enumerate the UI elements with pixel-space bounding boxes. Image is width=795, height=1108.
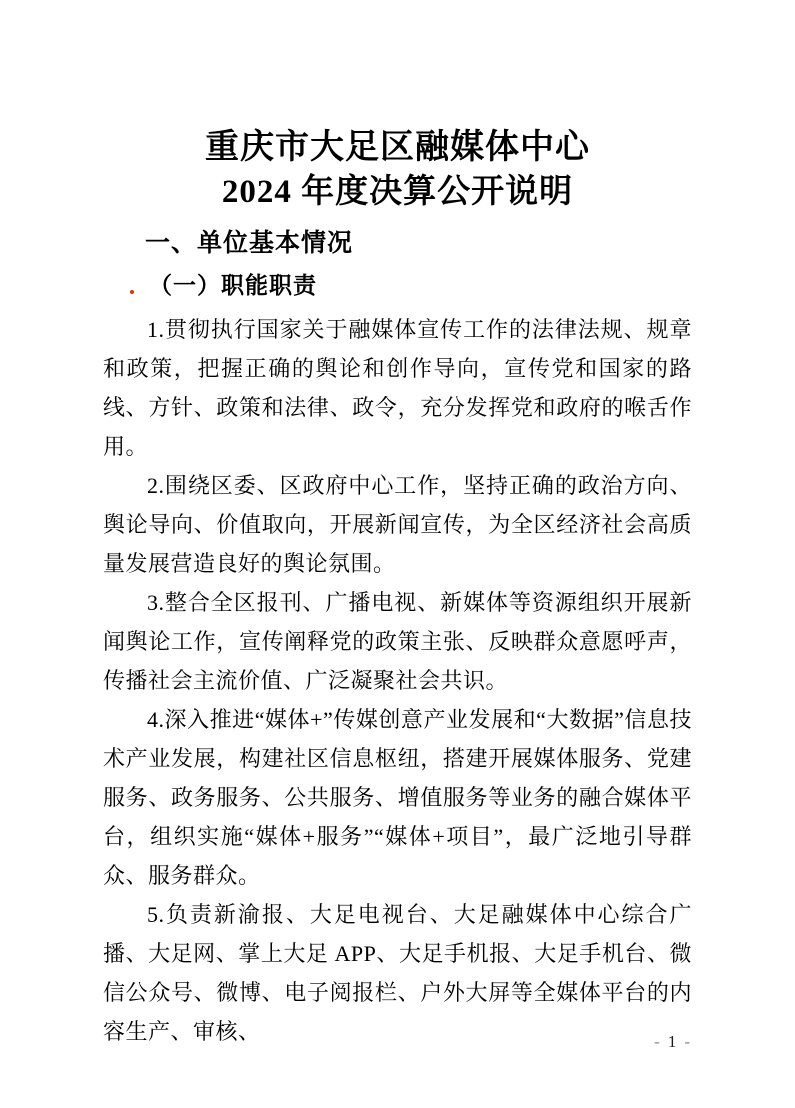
page-number-dash-left: - (654, 1032, 662, 1051)
page-number-dash-right: - (684, 1032, 692, 1051)
paragraph-2: 2.围绕区委、区政府中心工作，坚持正确的政治方向、舆论导向、价值取向，开展新闻宣传，为全区经济社会高质量发展营造良好的舆论氛围。 (103, 473, 692, 576)
page-number (654, 1032, 692, 1052)
subsection-row (103, 268, 692, 304)
page-number-value: 1 (667, 1032, 679, 1051)
paragraph-1: 1.贯彻执行国家关于融媒体宣传工作的法律法规、规章和政策，把握正确的舆论和创作导向，宣传党和国家的路线、方针、政策和法律、政令，充分发挥党和政府的喉舌作用。 (103, 317, 692, 459)
subsection-heading: （一）职能职责 (149, 273, 317, 298)
paragraph-5: 5.负责新渝报、大足电视台、大足融媒体中心综合广播、大足网、掌上大足 APP、大足手机报、大足手机台、微信公众号、微博、电子阅报栏、户外大屏等全媒体平台的内容生产、审核、 (103, 902, 692, 1044)
body-text (103, 310, 692, 1051)
paragraph-4: 4.深入推进“媒体+”传媒创意产业发展和“大数据”信息技术产业发展，构建社区信息枢纽，搭建开展媒体服务、党建服务、政务服务、公共服务、增值服务等业务的融合媒体平台，组织实施“媒体+服务”“媒体+项目”，最广泛地引导群众、服务群众。 (103, 707, 692, 888)
section-heading: 一、单位基本情况 (145, 229, 354, 257)
document-title-line1: 重庆市大足区融媒体中心 (205, 129, 590, 166)
document-title-line2: 2024 年度决算公开说明 (221, 174, 574, 210)
paragraph-3: 3.整合全区报刊、广播电视、新媒体等资源组织开展新闻舆论工作，宣传阐释党的政策主张、反映群众意愿呼声，传播社会主流价值、广泛凝聚社会共识。 (103, 590, 692, 693)
spellcheck-dot-icon (130, 290, 134, 294)
